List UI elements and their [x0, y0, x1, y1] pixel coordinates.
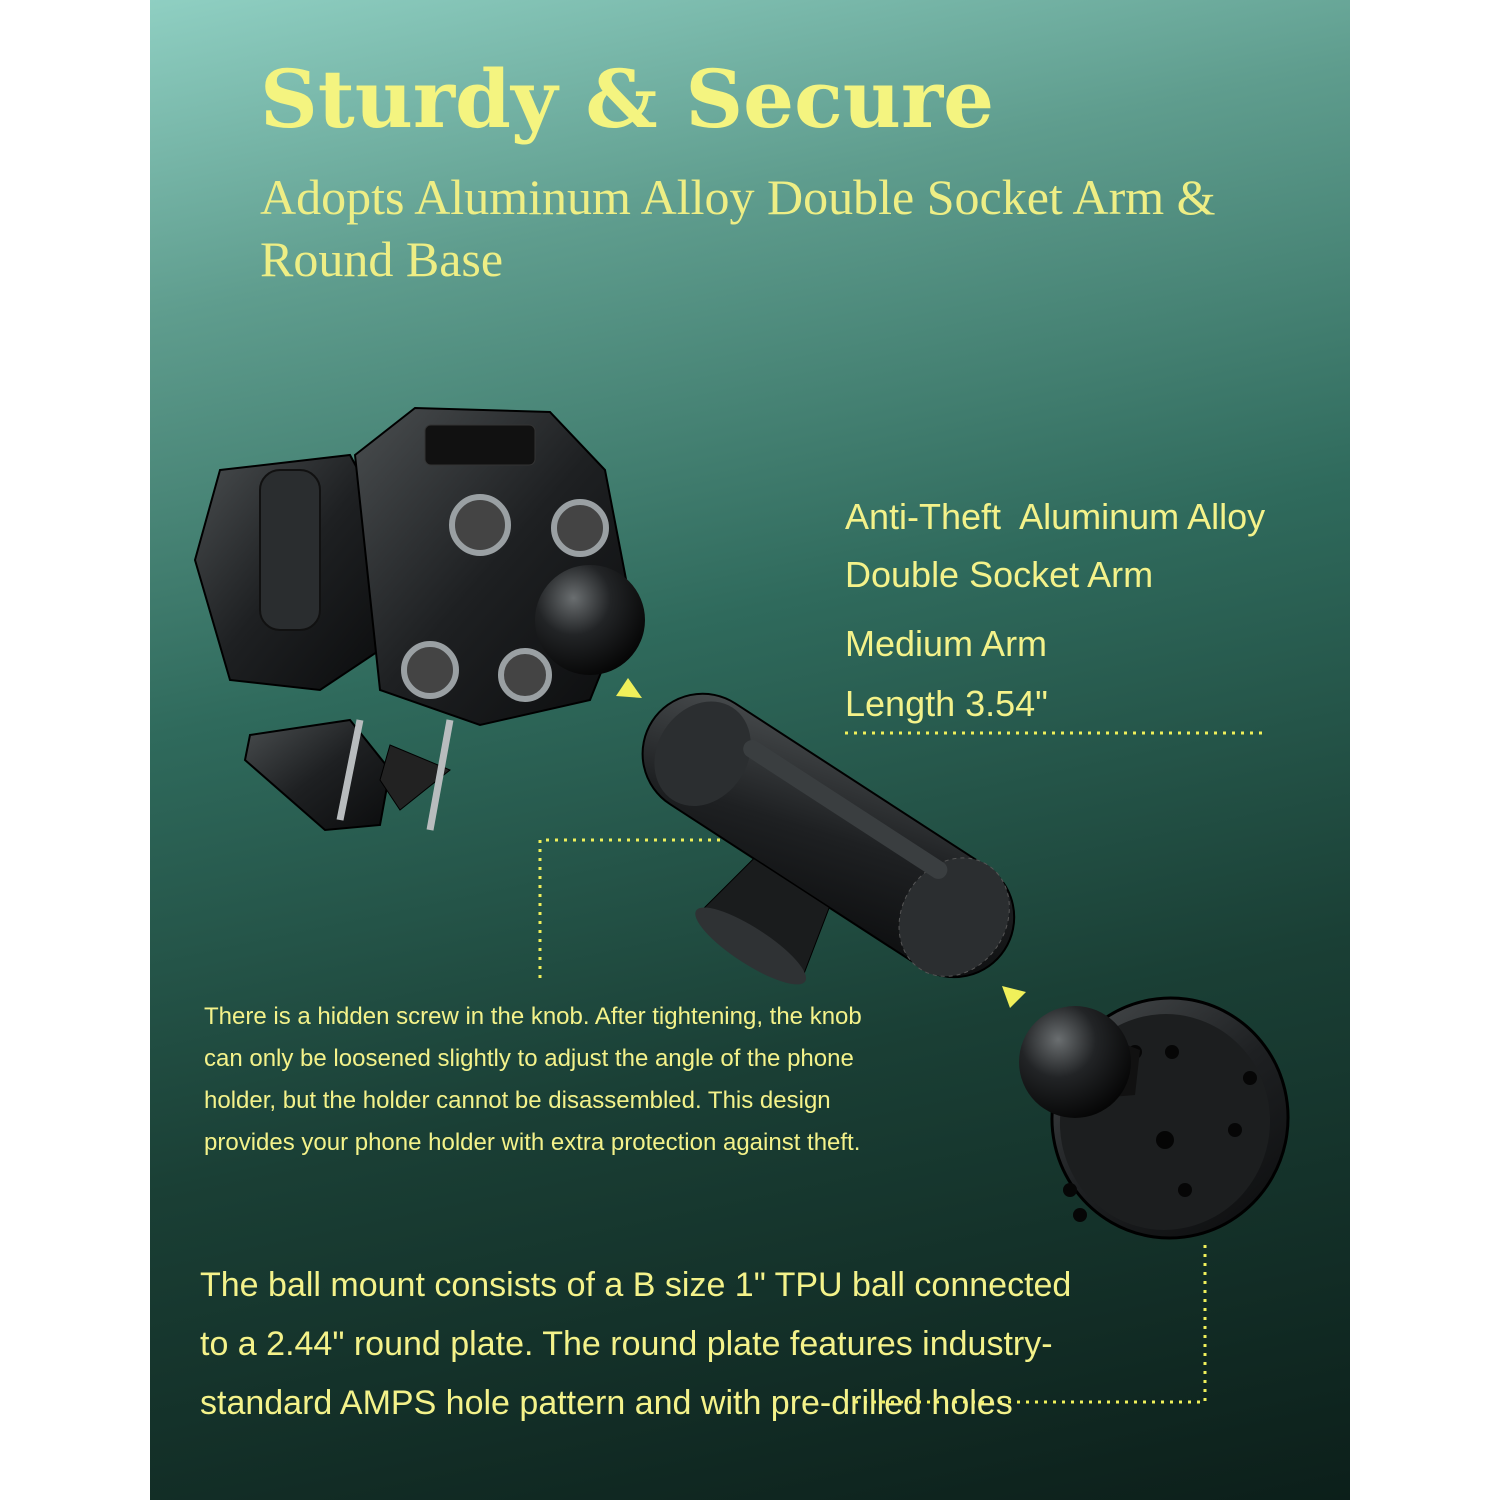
- arrow-icon: [1002, 986, 1026, 1008]
- arm-length-line2: Length 3.54": [845, 683, 1048, 724]
- arm-length-callout: [845, 614, 1048, 734]
- product-panel: [150, 0, 1350, 1500]
- page-subtitle: Adopts Aluminum Alloy Double Socket Arm & Round Base: [260, 169, 1216, 287]
- arm-material-line2: Double Socket Arm: [845, 554, 1154, 595]
- round-ball-base-image: [1019, 983, 1304, 1254]
- ball-mount-note: The ball mount consists of a B size 1" TPU ball connected to a 2.44" round plate. The round plate features industry-standard AMPS hole pattern and with pre-drilled holes: [200, 1266, 1072, 1422]
- arrow-icon: [616, 678, 642, 698]
- arm-material-line1: Anti-Theft Aluminum Alloy: [845, 496, 1266, 537]
- page-title: Sturdy & Secure: [260, 52, 994, 146]
- knob-anti-theft-note: There is a hidden screw in the knob. After tightening, the knob can only be loosened slightly to adjust the angle of the phone holder, but the holder cannot be disassembled. This design provides your phone holder with extra protection against theft.: [204, 1003, 862, 1156]
- arm-material-callout: [845, 488, 1265, 604]
- arm-length-line1: Medium Arm: [845, 623, 1048, 664]
- phone-holder-clamp-image: [195, 408, 645, 830]
